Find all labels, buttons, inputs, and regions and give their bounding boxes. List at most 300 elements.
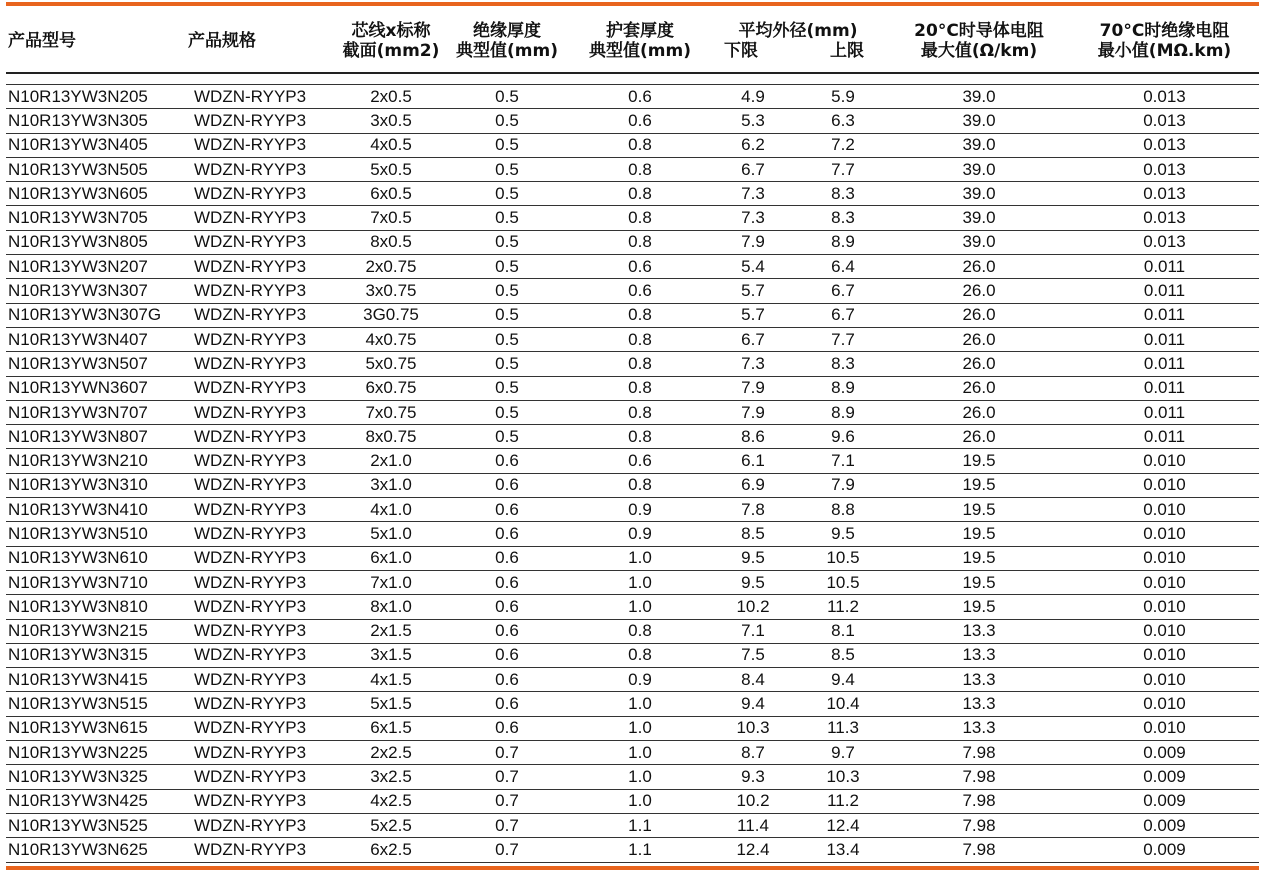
cell-diameter-lower: 12.4 — [708, 838, 798, 862]
cell-cores: 2x0.5 — [340, 85, 442, 109]
cell-sheath: 0.8 — [572, 303, 708, 327]
cell-model: N10R13YW3N625 — [6, 838, 186, 862]
cell-model: N10R13YW3N415 — [6, 668, 186, 692]
cell-insulation: 0.5 — [442, 279, 572, 303]
header-sheath — [572, 10, 708, 73]
header-cores-line2: 截面(mm2) — [342, 41, 440, 61]
header-sheath-line2: 典型值(mm) — [589, 41, 691, 61]
cell-insulation-resistance: 0.013 — [1070, 157, 1259, 181]
cell-insulation: 0.6 — [442, 546, 572, 570]
cell-diameter-upper: 6.7 — [798, 303, 888, 327]
cell-spec: WDZN-RYYP3 — [186, 789, 340, 813]
cell-cores: 4x1.5 — [340, 668, 442, 692]
header-cores-line1: 芯线x标称 — [351, 21, 431, 41]
cell-diameter-lower: 8.7 — [708, 741, 798, 765]
cell-model: N10R13YW3N307 — [6, 279, 186, 303]
table-row — [6, 716, 1259, 740]
bottom-accent-rule — [6, 866, 1259, 870]
cell-diameter-lower: 6.2 — [708, 133, 798, 157]
cell-resistance: 26.0 — [888, 303, 1070, 327]
cell-insulation: 0.5 — [442, 85, 572, 109]
cell-insulation-resistance: 0.011 — [1070, 425, 1259, 449]
cell-insulation-resistance: 0.010 — [1070, 570, 1259, 594]
cell-resistance: 13.3 — [888, 668, 1070, 692]
header-model: 产品型号 — [6, 10, 186, 73]
cell-cores: 4x0.75 — [340, 327, 442, 351]
cell-resistance: 19.5 — [888, 546, 1070, 570]
cell-diameter-upper: 8.9 — [798, 376, 888, 400]
cell-diameter-lower: 5.3 — [708, 109, 798, 133]
cell-resistance: 26.0 — [888, 352, 1070, 376]
cell-diameter-lower: 7.9 — [708, 376, 798, 400]
cell-diameter-upper: 7.1 — [798, 449, 888, 473]
cell-diameter-upper: 10.3 — [798, 765, 888, 789]
cell-spec: WDZN-RYYP3 — [186, 473, 340, 497]
cell-diameter-lower: 9.5 — [708, 546, 798, 570]
cell-diameter-lower: 6.1 — [708, 449, 798, 473]
cell-model: N10R13YW3N215 — [6, 619, 186, 643]
cell-insulation: 0.6 — [442, 619, 572, 643]
cell-resistance: 26.0 — [888, 400, 1070, 424]
cell-sheath: 0.9 — [572, 668, 708, 692]
cell-diameter-upper: 10.5 — [798, 546, 888, 570]
cell-cores: 3G0.75 — [340, 303, 442, 327]
cell-resistance: 19.5 — [888, 595, 1070, 619]
cell-diameter-upper: 8.8 — [798, 498, 888, 522]
cell-insulation: 0.6 — [442, 643, 572, 667]
cell-resistance: 39.0 — [888, 133, 1070, 157]
header-insulation-line1: 绝缘厚度 — [473, 21, 541, 41]
cell-insulation-resistance: 0.010 — [1070, 449, 1259, 473]
cell-model: N10R13YW3N315 — [6, 643, 186, 667]
cell-insulation: 0.7 — [442, 741, 572, 765]
header-spacer-row — [6, 73, 1259, 85]
cell-model: N10R13YW3N510 — [6, 522, 186, 546]
cell-cores: 4x1.0 — [340, 498, 442, 522]
cell-insulation: 0.6 — [442, 716, 572, 740]
cell-spec: WDZN-RYYP3 — [186, 741, 340, 765]
cell-cores: 8x0.75 — [340, 425, 442, 449]
cell-model: N10R13YW3N205 — [6, 85, 186, 109]
cell-resistance: 19.5 — [888, 498, 1070, 522]
cell-spec: WDZN-RYYP3 — [186, 765, 340, 789]
cell-diameter-lower: 8.4 — [708, 668, 798, 692]
cell-resistance: 39.0 — [888, 85, 1070, 109]
cell-insulation-resistance: 0.010 — [1070, 522, 1259, 546]
cell-cores: 3x0.75 — [340, 279, 442, 303]
cell-diameter-lower: 5.4 — [708, 255, 798, 279]
cell-diameter-upper: 11.2 — [798, 595, 888, 619]
cell-diameter-upper: 10.5 — [798, 570, 888, 594]
table-row — [6, 352, 1259, 376]
cell-resistance: 7.98 — [888, 838, 1070, 862]
header-diameter — [708, 10, 888, 73]
table-row — [6, 473, 1259, 497]
cell-cores: 7x0.75 — [340, 400, 442, 424]
cell-insulation: 0.6 — [442, 595, 572, 619]
header-diameter-upper: 上限 — [830, 41, 864, 61]
table-row — [6, 643, 1259, 667]
cell-spec: WDZN-RYYP3 — [186, 619, 340, 643]
cell-diameter-lower: 7.9 — [708, 230, 798, 254]
cell-spec: WDZN-RYYP3 — [186, 157, 340, 181]
cell-spec: WDZN-RYYP3 — [186, 813, 340, 837]
cell-diameter-lower: 4.9 — [708, 85, 798, 109]
cell-sheath: 0.8 — [572, 376, 708, 400]
table-row — [6, 157, 1259, 181]
cell-diameter-upper: 8.3 — [798, 206, 888, 230]
table-row — [6, 789, 1259, 813]
cell-model: N10R13YW3N507 — [6, 352, 186, 376]
cell-sheath: 1.1 — [572, 813, 708, 837]
cell-sheath: 1.0 — [572, 595, 708, 619]
cell-insulation-resistance: 0.010 — [1070, 692, 1259, 716]
cell-sheath: 1.0 — [572, 716, 708, 740]
cell-model: N10R13YW3N425 — [6, 789, 186, 813]
cell-sheath: 0.8 — [572, 230, 708, 254]
cell-diameter-lower: 8.5 — [708, 522, 798, 546]
cell-resistance: 39.0 — [888, 157, 1070, 181]
cell-diameter-lower: 7.3 — [708, 182, 798, 206]
header-diameter-sub — [708, 41, 888, 61]
cell-cores: 2x1.5 — [340, 619, 442, 643]
table-row — [6, 255, 1259, 279]
header-insulation-resistance — [1070, 10, 1259, 73]
cell-insulation: 0.5 — [442, 425, 572, 449]
table-row — [6, 813, 1259, 837]
cell-insulation-resistance: 0.013 — [1070, 182, 1259, 206]
cell-insulation-resistance: 0.011 — [1070, 303, 1259, 327]
cell-model: N10R13YW3N807 — [6, 425, 186, 449]
cell-spec: WDZN-RYYP3 — [186, 692, 340, 716]
cell-model: N10R13YW3N407 — [6, 327, 186, 351]
cell-resistance: 13.3 — [888, 619, 1070, 643]
cell-diameter-lower: 10.2 — [708, 595, 798, 619]
header-insres-line1: 70°C时绝缘电阻 — [1099, 21, 1230, 41]
cell-sheath: 0.6 — [572, 109, 708, 133]
cell-spec: WDZN-RYYP3 — [186, 546, 340, 570]
cell-spec: WDZN-RYYP3 — [186, 668, 340, 692]
cell-diameter-upper: 6.7 — [798, 279, 888, 303]
cell-insulation-resistance: 0.010 — [1070, 668, 1259, 692]
cell-model: N10R13YW3N405 — [6, 133, 186, 157]
cell-resistance: 39.0 — [888, 182, 1070, 206]
cell-diameter-upper: 7.9 — [798, 473, 888, 497]
cell-resistance: 19.5 — [888, 522, 1070, 546]
cell-model: N10R13YW3N710 — [6, 570, 186, 594]
header-resistance-line1: 20°C时导体电阻 — [914, 21, 1044, 41]
cell-spec: WDZN-RYYP3 — [186, 449, 340, 473]
cell-model: N10R13YW3N225 — [6, 741, 186, 765]
cell-model: N10R13YW3N705 — [6, 206, 186, 230]
cell-insulation-resistance: 0.011 — [1070, 352, 1259, 376]
cell-diameter-lower: 9.4 — [708, 692, 798, 716]
cell-diameter-upper: 5.9 — [798, 85, 888, 109]
cell-model: N10R13YW3N505 — [6, 157, 186, 181]
cell-sheath: 0.8 — [572, 473, 708, 497]
cell-spec: WDZN-RYYP3 — [186, 498, 340, 522]
table-row — [6, 498, 1259, 522]
table-body — [6, 73, 1259, 862]
cell-diameter-lower: 9.5 — [708, 570, 798, 594]
cell-spec: WDZN-RYYP3 — [186, 400, 340, 424]
cell-cores: 6x1.0 — [340, 546, 442, 570]
cell-sheath: 0.8 — [572, 619, 708, 643]
cell-insulation-resistance: 0.011 — [1070, 400, 1259, 424]
cell-cores: 8x0.5 — [340, 230, 442, 254]
cell-insulation: 0.6 — [442, 522, 572, 546]
cell-diameter-lower: 7.8 — [708, 498, 798, 522]
cell-insulation-resistance: 0.010 — [1070, 595, 1259, 619]
cell-resistance: 13.3 — [888, 643, 1070, 667]
cell-insulation-resistance: 0.009 — [1070, 789, 1259, 813]
cell-cores: 2x1.0 — [340, 449, 442, 473]
cell-resistance: 19.5 — [888, 570, 1070, 594]
table-row — [6, 85, 1259, 109]
cell-resistance: 7.98 — [888, 789, 1070, 813]
cell-diameter-upper: 7.7 — [798, 157, 888, 181]
cell-resistance: 26.0 — [888, 279, 1070, 303]
header-resistance — [888, 10, 1070, 73]
cell-diameter-lower: 6.9 — [708, 473, 798, 497]
cell-diameter-upper: 13.4 — [798, 838, 888, 862]
cell-cores: 5x0.5 — [340, 157, 442, 181]
cell-insulation-resistance: 0.010 — [1070, 473, 1259, 497]
cell-sheath: 0.9 — [572, 498, 708, 522]
cell-sheath: 0.8 — [572, 182, 708, 206]
cell-resistance: 7.98 — [888, 741, 1070, 765]
cell-insulation-resistance: 0.013 — [1070, 206, 1259, 230]
cell-insulation: 0.5 — [442, 206, 572, 230]
table-row — [6, 182, 1259, 206]
cell-insulation: 0.5 — [442, 255, 572, 279]
cell-insulation-resistance: 0.009 — [1070, 741, 1259, 765]
cell-resistance: 7.98 — [888, 765, 1070, 789]
cell-spec: WDZN-RYYP3 — [186, 303, 340, 327]
cell-diameter-upper: 8.1 — [798, 619, 888, 643]
cell-diameter-upper: 8.9 — [798, 230, 888, 254]
cell-insulation: 0.7 — [442, 789, 572, 813]
cell-sheath: 0.8 — [572, 133, 708, 157]
cell-cores: 6x0.5 — [340, 182, 442, 206]
cell-model: N10R13YW3N210 — [6, 449, 186, 473]
cell-spec: WDZN-RYYP3 — [186, 522, 340, 546]
cell-diameter-upper: 7.2 — [798, 133, 888, 157]
cell-spec: WDZN-RYYP3 — [186, 255, 340, 279]
table-row — [6, 109, 1259, 133]
cell-cores: 6x2.5 — [340, 838, 442, 862]
cell-resistance: 13.3 — [888, 692, 1070, 716]
cell-resistance: 19.5 — [888, 473, 1070, 497]
cell-spec: WDZN-RYYP3 — [186, 133, 340, 157]
cell-diameter-lower: 7.9 — [708, 400, 798, 424]
cell-sheath: 0.8 — [572, 327, 708, 351]
cell-diameter-upper: 9.6 — [798, 425, 888, 449]
header-diameter-lower: 下限 — [724, 41, 758, 61]
cell-sheath: 0.8 — [572, 400, 708, 424]
cell-diameter-upper: 11.2 — [798, 789, 888, 813]
table-row — [6, 303, 1259, 327]
cell-insulation: 0.6 — [442, 668, 572, 692]
cell-insulation: 0.5 — [442, 303, 572, 327]
cell-diameter-upper: 7.7 — [798, 327, 888, 351]
cell-spec: WDZN-RYYP3 — [186, 279, 340, 303]
cell-resistance: 26.0 — [888, 255, 1070, 279]
cell-cores: 3x0.5 — [340, 109, 442, 133]
cell-cores: 3x1.0 — [340, 473, 442, 497]
cell-spec: WDZN-RYYP3 — [186, 376, 340, 400]
cell-cores: 5x0.75 — [340, 352, 442, 376]
cell-model: N10R13YW3N707 — [6, 400, 186, 424]
cell-resistance: 39.0 — [888, 206, 1070, 230]
header-insulation — [442, 10, 572, 73]
cell-sheath: 0.9 — [572, 522, 708, 546]
cell-model: N10R13YW3N615 — [6, 716, 186, 740]
cell-insulation: 0.7 — [442, 838, 572, 862]
cell-sheath: 0.8 — [572, 206, 708, 230]
cell-cores: 4x0.5 — [340, 133, 442, 157]
cell-insulation-resistance: 0.011 — [1070, 327, 1259, 351]
cell-spec: WDZN-RYYP3 — [186, 206, 340, 230]
cell-model: N10R13YW3N310 — [6, 473, 186, 497]
cell-spec: WDZN-RYYP3 — [186, 643, 340, 667]
cell-diameter-upper: 8.3 — [798, 182, 888, 206]
cell-diameter-lower: 8.6 — [708, 425, 798, 449]
cell-model: N10R13YW3N305 — [6, 109, 186, 133]
cell-insulation: 0.6 — [442, 692, 572, 716]
cell-cores: 4x2.5 — [340, 789, 442, 813]
cell-diameter-lower: 5.7 — [708, 303, 798, 327]
cell-diameter-upper: 9.7 — [798, 741, 888, 765]
cell-model: N10R13YW3N307G — [6, 303, 186, 327]
cell-model: N10R13YW3N605 — [6, 182, 186, 206]
cell-diameter-lower: 7.1 — [708, 619, 798, 643]
header-diameter-line1: 平均外径(mm) — [738, 21, 858, 41]
cell-sheath: 1.0 — [572, 692, 708, 716]
cell-insulation: 0.6 — [442, 498, 572, 522]
table-row — [6, 546, 1259, 570]
cell-cores: 8x1.0 — [340, 595, 442, 619]
cell-insulation: 0.5 — [442, 157, 572, 181]
cell-model: N10R13YW3N610 — [6, 546, 186, 570]
cell-insulation: 0.7 — [442, 813, 572, 837]
cell-insulation-resistance: 0.009 — [1070, 813, 1259, 837]
cell-resistance: 7.98 — [888, 813, 1070, 837]
table-row — [6, 449, 1259, 473]
cell-diameter-upper: 9.4 — [798, 668, 888, 692]
cell-sheath: 0.6 — [572, 449, 708, 473]
cell-insulation-resistance: 0.011 — [1070, 255, 1259, 279]
cell-cores: 5x1.5 — [340, 692, 442, 716]
table-header — [6, 10, 1259, 73]
table-row — [6, 765, 1259, 789]
table-row — [6, 570, 1259, 594]
cable-spec-table — [6, 10, 1259, 863]
cell-sheath: 1.0 — [572, 765, 708, 789]
cell-resistance: 19.5 — [888, 449, 1070, 473]
cell-spec: WDZN-RYYP3 — [186, 85, 340, 109]
header-sheath-line1: 护套厚度 — [606, 21, 674, 41]
cell-insulation: 0.5 — [442, 182, 572, 206]
cell-insulation: 0.5 — [442, 400, 572, 424]
table-row — [6, 619, 1259, 643]
cell-spec: WDZN-RYYP3 — [186, 716, 340, 740]
cell-diameter-upper: 6.4 — [798, 255, 888, 279]
cell-model: N10R13YW3N325 — [6, 765, 186, 789]
cell-model: N10R13YWN3607 — [6, 376, 186, 400]
cell-sheath: 0.8 — [572, 425, 708, 449]
cell-diameter-lower: 6.7 — [708, 157, 798, 181]
cell-insulation-resistance: 0.010 — [1070, 619, 1259, 643]
table-row — [6, 230, 1259, 254]
cell-spec: WDZN-RYYP3 — [186, 425, 340, 449]
cell-spec: WDZN-RYYP3 — [186, 570, 340, 594]
cell-diameter-lower: 9.3 — [708, 765, 798, 789]
cell-resistance: 39.0 — [888, 230, 1070, 254]
table-row — [6, 376, 1259, 400]
cell-sheath: 1.0 — [572, 546, 708, 570]
cell-sheath: 0.8 — [572, 643, 708, 667]
cell-cores: 5x1.0 — [340, 522, 442, 546]
table-row — [6, 692, 1259, 716]
cell-insulation: 0.6 — [442, 449, 572, 473]
cell-cores: 7x0.5 — [340, 206, 442, 230]
cell-cores: 3x2.5 — [340, 765, 442, 789]
cell-insulation-resistance: 0.010 — [1070, 716, 1259, 740]
cell-diameter-lower: 11.4 — [708, 813, 798, 837]
cell-diameter-upper: 8.9 — [798, 400, 888, 424]
cell-model: N10R13YW3N810 — [6, 595, 186, 619]
cell-spec: WDZN-RYYP3 — [186, 327, 340, 351]
cell-insulation: 0.5 — [442, 327, 572, 351]
table-row — [6, 425, 1259, 449]
table-row — [6, 668, 1259, 692]
cell-insulation-resistance: 0.010 — [1070, 546, 1259, 570]
cell-spec: WDZN-RYYP3 — [186, 230, 340, 254]
cell-sheath: 0.8 — [572, 352, 708, 376]
cell-insulation: 0.5 — [442, 230, 572, 254]
cell-diameter-upper: 9.5 — [798, 522, 888, 546]
cell-cores: 5x2.5 — [340, 813, 442, 837]
cell-sheath: 0.6 — [572, 255, 708, 279]
cell-sheath: 0.6 — [572, 279, 708, 303]
table-row — [6, 133, 1259, 157]
cell-insulation: 0.6 — [442, 570, 572, 594]
cell-model: N10R13YW3N515 — [6, 692, 186, 716]
table-row — [6, 279, 1259, 303]
cell-insulation: 0.5 — [442, 109, 572, 133]
cell-diameter-upper: 11.3 — [798, 716, 888, 740]
cell-diameter-upper: 10.4 — [798, 692, 888, 716]
cell-spec: WDZN-RYYP3 — [186, 595, 340, 619]
cell-model: N10R13YW3N410 — [6, 498, 186, 522]
table-row — [6, 741, 1259, 765]
cell-cores: 2x0.75 — [340, 255, 442, 279]
cell-cores: 6x1.5 — [340, 716, 442, 740]
header-insres-line2: 最小值(MΩ.km) — [1097, 41, 1232, 61]
header-resistance-line2: 最大值(Ω/km) — [920, 41, 1038, 61]
cell-insulation-resistance: 0.013 — [1070, 109, 1259, 133]
cell-diameter-lower: 7.3 — [708, 352, 798, 376]
cell-insulation: 0.5 — [442, 133, 572, 157]
cell-resistance: 39.0 — [888, 109, 1070, 133]
cell-insulation-resistance: 0.009 — [1070, 838, 1259, 862]
cell-spec: WDZN-RYYP3 — [186, 838, 340, 862]
cell-insulation-resistance: 0.009 — [1070, 765, 1259, 789]
cell-diameter-lower: 10.2 — [708, 789, 798, 813]
cell-insulation: 0.6 — [442, 473, 572, 497]
cell-sheath: 1.0 — [572, 570, 708, 594]
